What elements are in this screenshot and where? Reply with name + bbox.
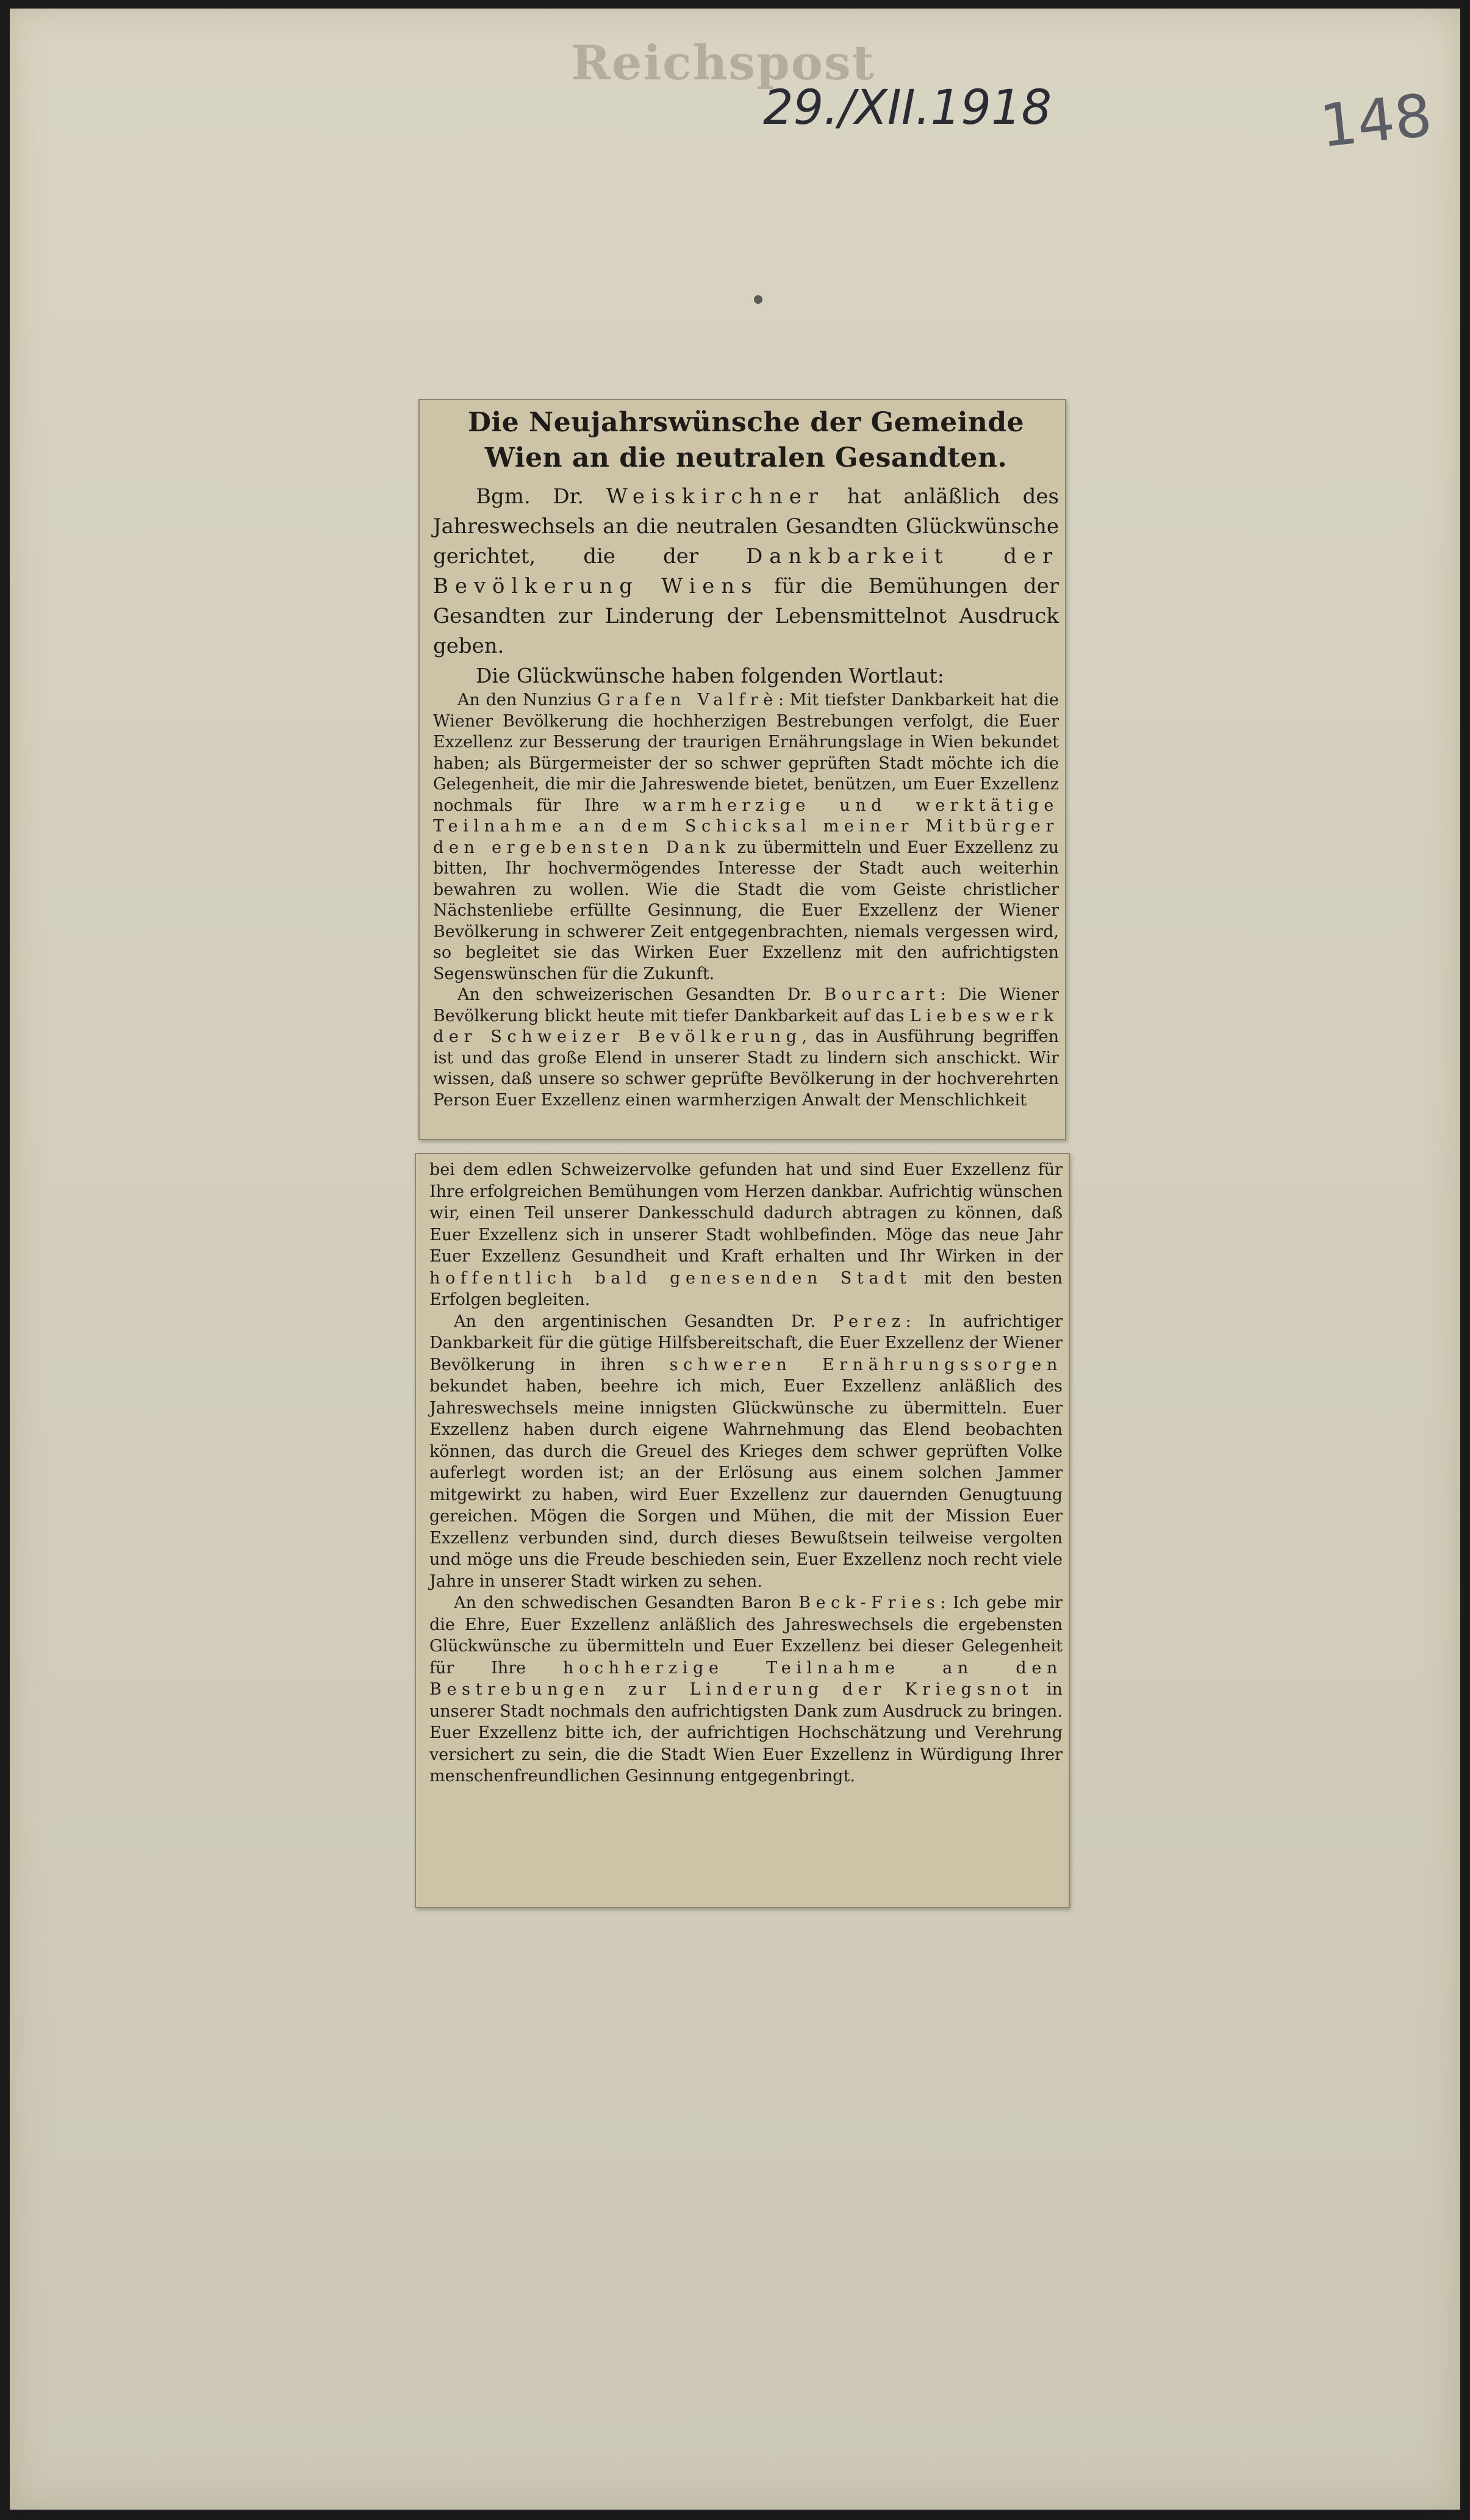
folio-number: 148: [1316, 81, 1435, 161]
p1-text-a: An den Nunzius: [457, 691, 598, 709]
letter-nuncio: [433, 690, 1059, 985]
p2-text-c: , das in Ausführung begriffen ist und das große Elend in unserer Stadt zu lindern sich anschickt. Wir wissen, daß unsere so schwer geprüfte Bevölkerung in der hochverehrten Person Euer Exzellenz einen warmherzigen Anwalt der Menschlichkeit: [433, 1027, 1059, 1110]
punch-hole: [754, 295, 762, 304]
mayor-name: Weiskirchner: [606, 484, 825, 509]
p1-emphasis: warmherzige und werktätige Teilnahme an dem Schicksal meiner Mitbürger den ergebensten Dank: [433, 795, 1059, 857]
swedish-envoy-name: Beck-Fries: [798, 1593, 941, 1612]
p5-emphasis: hochherzige Teilnahme an den Bestrebungen zur Linderung der Kriegsnot: [429, 1658, 1063, 1699]
p4-text-a: An den argentinischen Gesandten Dr.: [454, 1312, 833, 1331]
p3-emphasis: hoffentlich bald genesenden Stadt: [429, 1268, 912, 1288]
clipping-part-1: [418, 399, 1066, 1140]
p1-text-b: : Mit tiefster Dankbarkeit hat die Wiener Bevölkerung die hochherzigen Bestrebungen verfolgt, die Euer Exzellenz zur Besserung der traurigen Ernährungslage in Wien bekundet haben; als Bürgermeister der so schwer geprüften Stadt möchte ich die Gelegenheit, die mir die Jahreswende bietet, benützen, um Euer Exzellenz nochmals für Ihre: [433, 691, 1059, 815]
swiss-envoy-name: Bourcart: [824, 985, 941, 1004]
intro-text-a: Bgm. Dr.: [476, 484, 606, 509]
intro-thanks: Dankbarkeit der Bevölkerung Wiens: [433, 544, 1059, 598]
handwritten-date: 29./XII.1918: [763, 81, 1052, 135]
newspaper-stamp: Reichspost: [571, 35, 875, 91]
letter-swiss-part-2: [429, 1159, 1063, 1311]
nuncio-name: Grafen Valfrè: [597, 691, 779, 709]
p1-text-c: zu übermitteln und Euer Exzellenz zu bitten, Ihr hochvermögendes Interesse der Stadt auch weiterhin bewahren zu wollen. Wie die Stadt die vom Geiste christlicher Nächstenliebe erfüllte Gesinnung, die Euer Exzellenz der Wiener Bevölkerung in schwerer Zeit entgegenbrachten, niemals vergessen wird, so begleitet sie das Wirken Euer Exzellenz mit den aufrichtigsten Segenswünschen für die Zukunft.: [433, 838, 1059, 983]
p2-text-b: : Die Wiener Bevölkerung blickt heute mit tiefer Dankbarkeit auf das: [433, 985, 1059, 1025]
article-intro: [433, 482, 1059, 661]
p5-text-b: : Ich gebe mir die Ehre, Euer Exzellenz anläßlich des Jahreswechsels die ergebensten Glückwünsche zu übermitteln und Euer Exzellenz bei dieser Gelegenheit für Ihre: [429, 1593, 1063, 1678]
p3-text-a: bei dem edlen Schweizervolke gefunden hat und sind Euer Exzellenz für Ihre erfolgreichen Bemühungen vom Herzen dankbar. Aufrichtig wünschen wir, einen Teil unserer Dankesschuld dadurch abtragen zu können, daß Euer Exzellenz sich in unserer Stadt wohlbefinden. Möge das neue Jahr Euer Exzellenz Gesundheit und Kraft erhalten und Ihr Wirken in der: [429, 1160, 1063, 1266]
p4-text-c: bekundet haben, beehre ich mich, Euer Exzellenz anläßlich des Jahreswechsels meine innigsten Glückwünsche zu übermitteln. Euer Exzellenz haben durch eigene Wahrnehmung das Elend beobachten können, das durch die Greuel des Krieges dem schwer geprüften Volke auferlegt worden ist; an der Erlösung aus einem solchen Jammer mitgewirkt zu haben, wird Euer Exzellenz zur dauernden Genugtuung gereichen. Mögen die Sorgen und Mühen, die mit der Mission Euer Exzellenz verbunden sind, durch dieses Bewußtsein teilweise vergolten und möge uns die Freude beschieden sein, Euer Exzellenz noch recht viele Jahre in unserer Stadt wirken zu sehen.: [429, 1377, 1063, 1591]
p4-text-b: : In aufrichtiger Dankbarkeit für die gütige Hilfsbereitschaft, die Euer Exzellenz der Wiener Bevölkerung in ihren: [429, 1312, 1063, 1374]
archive-sheet: [10, 9, 1460, 2510]
letter-argentina: [429, 1311, 1063, 1593]
clipping-part-2: [415, 1153, 1070, 1908]
p5-text-c: in unserer Stadt nochmals den aufrichtigsten Dank zum Ausdruck zu bringen. Euer Exzellenz bitte ich, der aufrichtigen Hochschätzung und Verehrung versichert zu sein, die die Stadt Wien Euer Exzellenz in Würdigung Ihrer menschenfreundlichen Gesinnung entgegenbringt.: [429, 1680, 1063, 1786]
p2-emphasis: Liebeswerk der Schweizer Bevölkerung: [433, 1006, 1059, 1046]
argentine-envoy-name: Perez: [833, 1312, 906, 1331]
intro-text-c: für die Bemühungen der Gesandten zur Linderung der Lebensmittelnot Ausdruck geben.: [433, 574, 1059, 658]
article-headline: Die Neujahrswünsche der Gemeinde Wien an die neutralen Gesandten.: [467, 407, 1025, 473]
article-intro-2: Die Glückwünsche haben folgenden Wortlaut:: [476, 664, 944, 687]
intro-text-b: hat anläßlich des Jahreswechsels an die neutralen Gesandten Glückwünsche gerichtet, die der: [433, 484, 1059, 569]
letter-sweden: [429, 1592, 1063, 1787]
p4-emphasis: schweren Ernährungssorgen: [669, 1355, 1063, 1374]
letter-swiss-part-1: [433, 985, 1059, 1111]
p2-text-a: An den schweizerischen Gesandten Dr.: [457, 985, 825, 1004]
p3-text-b: mit den besten Erfolgen begleiten.: [429, 1268, 1063, 1309]
p5-text-a: An den schwedischen Gesandten Baron: [454, 1593, 799, 1612]
